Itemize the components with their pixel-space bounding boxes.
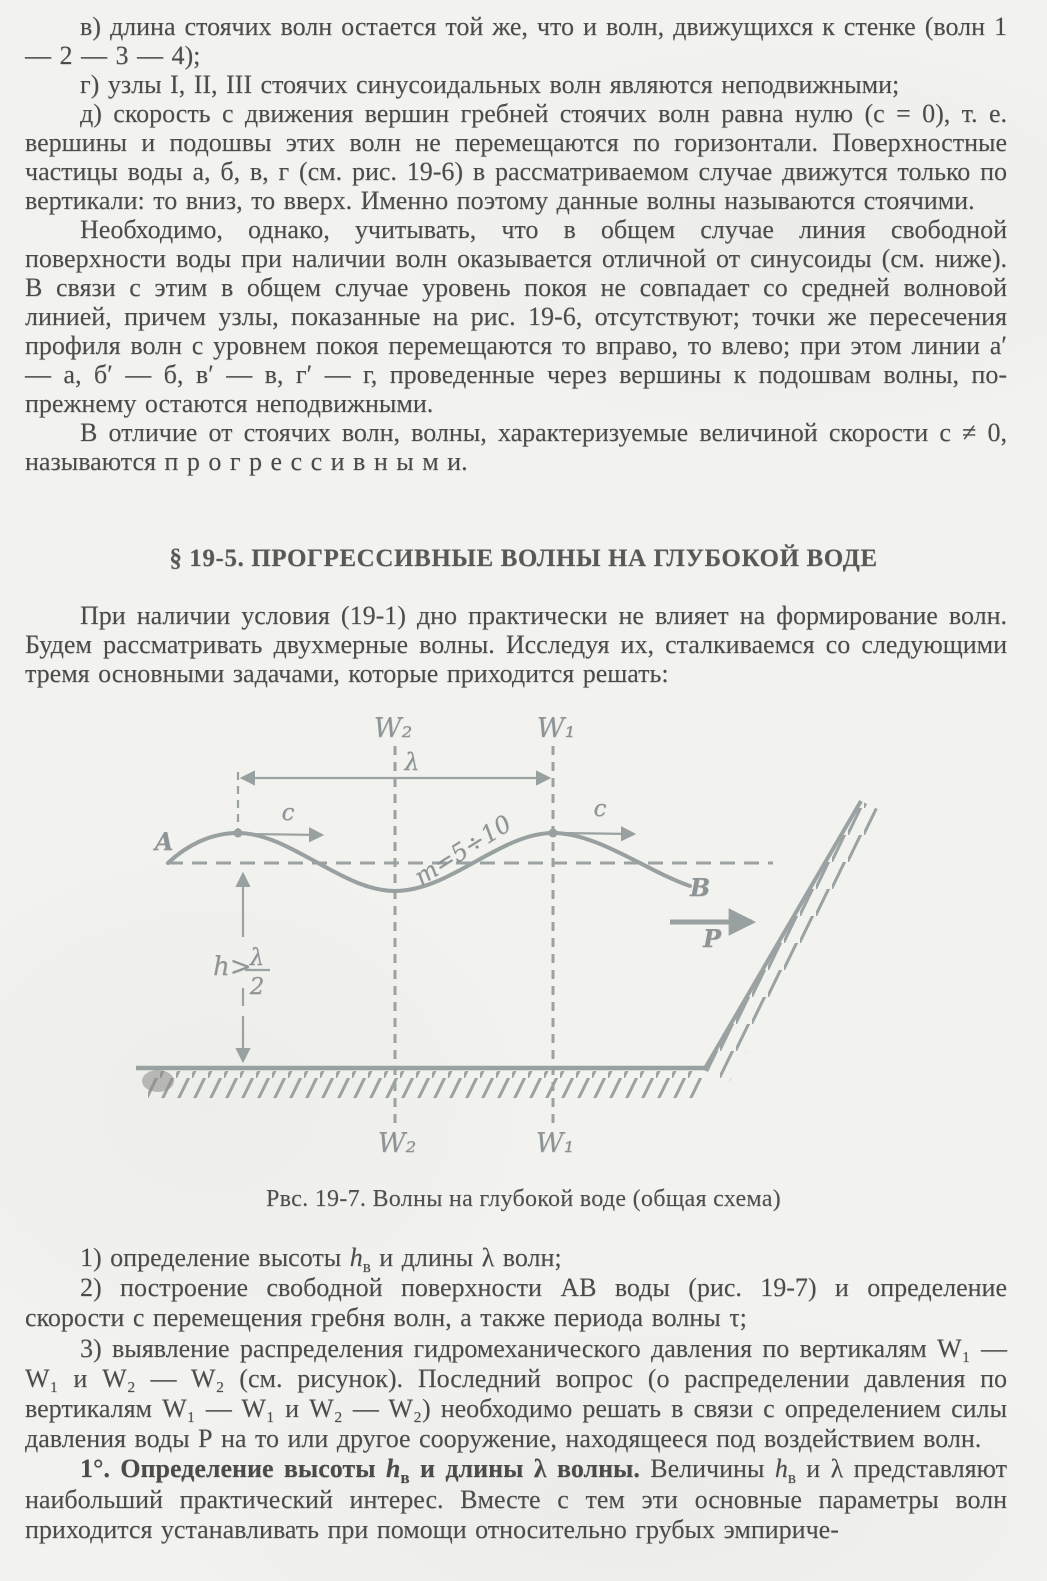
paragraph-item-d: д) скорость с движения вершин гребней стоячих волн равна нулю (с = 0), т. е. вершины и подошвы этих волн не перемещаются по горизонтали. Поверхностные частицы воды а, б, в, г (см. рис. 19-6) в рассматриваемом случае движутся только по вертикали: то вниз, то вверх. Именно поэтому данные волны называются стоячими. <box>25 99 1007 215</box>
symbol-h-subscript: в <box>362 1257 371 1277</box>
label-force-p: P <box>702 924 722 953</box>
list-item-3: 3) выявление распределения гидромеханического давления по вертикалям W₁ — W₁ и W₂ — W₂ (см. рисунок). Последний вопрос (о распределении давления по вертикалям W₁ — W₁ и W₂ — W₂) необходимо решать в связи с определением силы давления воды Р на то или другое сооружение, находящееся под воздействием волн. <box>25 1333 1007 1454</box>
list-item-1-text-end: и длины λ волн; <box>370 1243 562 1272</box>
lead-text-end: и длины λ волны. <box>409 1454 651 1484</box>
body-text-top <box>25 12 1007 476</box>
symbol-h-bold: h <box>385 1454 401 1484</box>
symbol-h-bold-subscript: в <box>400 1468 410 1488</box>
symbol-h-2-subscript: в <box>787 1468 796 1488</box>
label-depth-h: h> <box>213 952 252 982</box>
lead-text: 1°. Определение высоты <box>80 1454 386 1484</box>
list-item-1 <box>25 1243 1007 1277</box>
label-lambda: λ <box>404 748 420 776</box>
label-w1-top: W₁ <box>536 713 576 744</box>
paragraph-1deg-lead <box>80 1454 651 1488</box>
label-slope-m: m=5÷10 <box>409 809 517 891</box>
paragraph-item-v: в) длина стоячих волн остается той же, что и волн, движущихся к стенке (волн 1 — 2 — 3 — 4); <box>25 12 1007 70</box>
label-point-b: B <box>689 873 711 902</box>
symbol-h-2: h <box>774 1454 788 1484</box>
label-w2-top: W₂ <box>373 713 413 744</box>
label-w1-bottom: W₁ <box>535 1128 575 1159</box>
paragraph-item-g: г) узлы I, II, III стоячих синусоидальных волн являются неподвижными; <box>80 70 900 99</box>
crest-point-right <box>549 829 558 838</box>
bottom-hatching <box>148 1071 704 1098</box>
label-frac-numerator: λ <box>249 945 265 971</box>
wall-hatching <box>704 801 886 1082</box>
section-heading: § 19-5. ПРОГРЕССИВНЫЕ ВОЛНЫ НА ГЛУБОКОЙ ВОДЕ <box>169 545 878 572</box>
label-frac-denominator: 2 <box>249 974 265 1000</box>
scan-smudge <box>142 1070 174 1092</box>
label-w2-bottom: W₂ <box>377 1128 417 1159</box>
list-item-2: 2) построение свободной поверхности АВ воды (рис. 19-7) и определение скорости с перемещения гребня волн, а также периода волны τ; <box>25 1273 1007 1333</box>
body-text-bottom <box>25 1243 1007 1545</box>
wave-speed-arrow-left <box>248 834 322 835</box>
paragraph-general-case: Необходимо, однако, учитывать, что в общем случае линия свободной поверхности воды при наличии волн оказывается отличной от синусоиды (см. ниже). В связи с этим в общем случае уровень покоя не совпадает со средней волновой линией, причем узлы, показанные на рис. 19-6, отсутствуют; точки же пересечения профиля волн с уровнем покоя перемещаются то вправо, то влево; при этом линии а′ — а, б′ — б, в′ — в, г′ — г, проведенные через вершины к подошвам волны, по-прежнему остаются неподвижными. <box>25 215 1007 418</box>
label-c-left: c <box>281 800 295 826</box>
wave-speed-arrow-right <box>560 833 634 834</box>
paragraph-1deg <box>25 1454 1007 1545</box>
paragraph-intro: При наличии условия (19-1) дно практически не влияет на формирование волн. Будем рассматривать двухмерные волны. Исследуя их, сталкиваемся со следующими тремя основными задачами, которые приходится решать: <box>25 601 1007 688</box>
body-text: Величины <box>650 1454 775 1484</box>
figure-caption: Рвс. 19-7. Волны на глубокой воде (общая схема) <box>266 1186 781 1212</box>
crest-point-left <box>234 829 243 838</box>
wave-diagram-figure <box>0 700 1047 1168</box>
label-c-right: c <box>593 796 607 822</box>
list-item-1-text: 1) определение высоты <box>80 1243 350 1272</box>
body-text-end: и λ представляют наибольший практический интерес. Вместе с тем эти основные параметры волн приходится устанавливать при помощи относительно грубых эмпириче- <box>25 1454 1007 1544</box>
paragraph-progressive-def: В отличие от стоячих волн, волны, характеризуемые величиной скорости с ≠ 0, называются п р о г р е с с и в н ы м и. <box>25 418 1007 476</box>
label-point-a: A <box>154 827 174 856</box>
symbol-h: h <box>349 1243 363 1272</box>
